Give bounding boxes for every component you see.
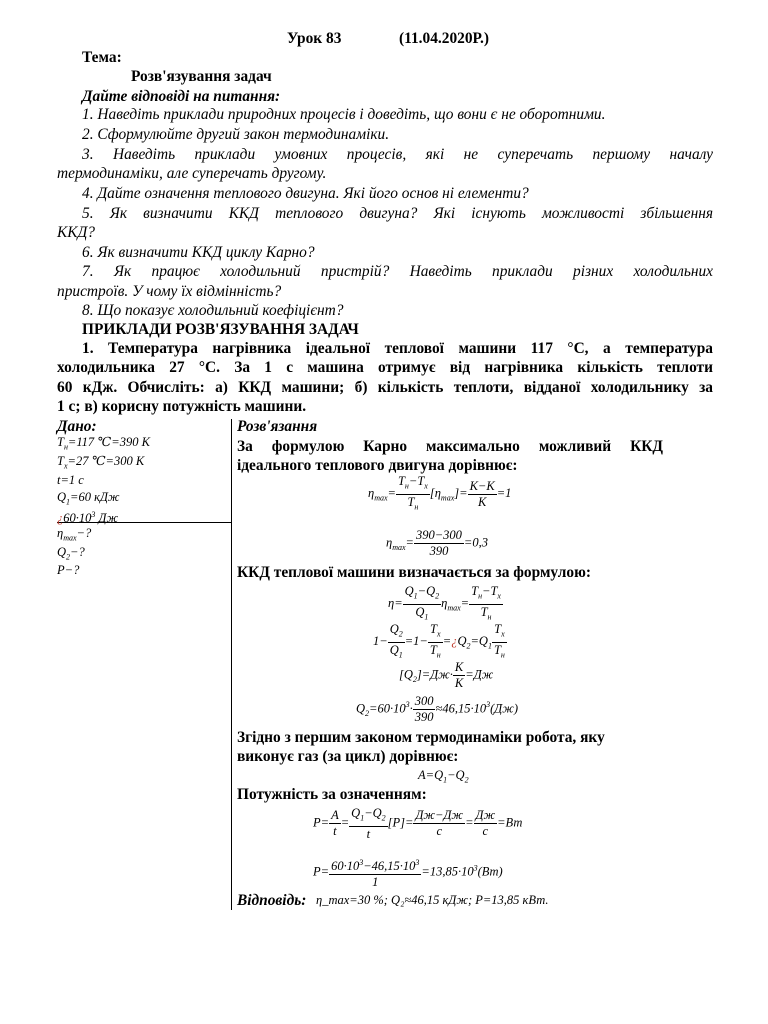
problem-line-2: холодильника 27 °С. За 1 с машина отримує від нагрівника кількість теплоти — [57, 359, 713, 376]
formula-units: $[Q_2]=Дж\cdot$ $\frac{K}{K}$ =Дж — [399, 660, 494, 690]
unknown-p: P−? — [57, 563, 80, 577]
problem-line-4: 1 с; в) корисну потужність машини. — [57, 398, 307, 415]
given-item: ¿$60\cdot 10^3$ Дж — [57, 510, 119, 526]
given-item: $T_х=27$ ℃=300 K — [57, 454, 145, 471]
lesson-number: Урок 83 — [287, 30, 342, 47]
question-8: 8. Що показує холодильний коефіцієнт? — [82, 302, 344, 319]
formula-work: $A=Q_1-Q_2$ — [418, 768, 469, 785]
formula-power-value: P= $\frac{60\cdot 10^3-46,15\cdot 10^3}{1}$ $=13,85\cdot 10^3(Вт)$ — [313, 858, 503, 890]
question-4: 4. Дайте означення теплового двигуна. Які його основ ні елементи? — [82, 185, 529, 202]
question-6: 6. Як визначити ККД циклу Карно? — [82, 244, 315, 261]
solution-text-2: ККД теплової машини визначається за формулою: — [237, 564, 591, 581]
question-5-line-2: ККД? — [57, 224, 95, 241]
topic-label: Тема: — [82, 49, 122, 66]
examples-heading: ПРИКЛАДИ РОЗВ'ЯЗУВАННЯ ЗАДАЧ — [82, 321, 359, 338]
problem-line-1: 1. Температура нагрівника ідеальної теплової машини 117 °С, а температура — [82, 340, 713, 357]
solution-text-3a: Згідно з першим законом термодинаміки робота, яку — [237, 729, 605, 746]
solution-text-3b: виконує газ (за цикл) дорівнює: — [237, 748, 459, 765]
question-2: 2. Сформулюйте другий закон термодинаміки. — [82, 126, 390, 143]
question-1: 1. Наведіть приклади природних процесів і доведіть, що вони є не оборотними. — [82, 106, 606, 123]
formula-carnot: $\eta_{max}=$ $\frac{T_н-T_х}{T_н}$ $[\eta_{max}]=$ $\frac{K-K}{K}$ =1 — [368, 474, 511, 514]
question-7-line-1: 7. Як працює холодильний пристрій? Наведіть приклади різних холодильних — [82, 263, 713, 280]
unknown-q2: $Q_2-$? — [57, 545, 85, 562]
question-7-line-2: пристроїв. У чому їх відмінність? — [57, 283, 282, 300]
given-item: t=1 c — [57, 473, 84, 487]
question-3-line-1: 3. Наведіть приклади умовних процесів, які не суперечать першому началу — [82, 146, 713, 163]
formula-carnot-value: $\eta_{max}=$ $\frac{390-300}{390}$ =0,3 — [386, 528, 488, 558]
questions-heading: Дайте відповіді на питання: — [82, 88, 281, 105]
solution-text-1a: За формулою Карно максимально можливий ККД — [237, 438, 663, 455]
answer-label: Відповідь: — [237, 892, 307, 909]
question-3-line-2: термодинаміки, але суперечать другому. — [57, 165, 327, 182]
solution-text-4: Потужність за означенням: — [237, 786, 427, 803]
formula-q2-derivation: 1− $\frac{Q_2}{Q_1}$ =1− $\frac{T_х}{T_н}$ $=¿Q_2=Q_1$ $\frac{T_х}{T_н}$ — [373, 622, 507, 662]
answer-value: η_max=30 %; Q₂≈46,15 кДж; P=13,85 кВт. — [316, 893, 549, 907]
given-item: $T_н=117$ ℃=390 K — [57, 435, 150, 452]
question-5-line-1: 5. Як визначити ККД теплового двигуна? Які існують можливості збільшення — [82, 205, 713, 222]
lesson-date: (11.04.2020Р.) — [399, 30, 489, 47]
unknown-eta: $\eta_{max}-$? — [57, 526, 92, 543]
topic-title: Розв'язування задач — [131, 68, 272, 85]
formula-efficiency: η= $\frac{Q_1-Q_2}{Q_1}$ $\eta_{max}=$ $\frac{T_н-T_х}{T_н}$ — [388, 584, 503, 624]
solution-label: Розв'язання — [237, 418, 318, 435]
table-divider — [231, 419, 232, 910]
solution-text-1b: ідеального теплового двигуна дорівнює: — [237, 457, 518, 474]
formula-power: P= $\frac{A}{t}$ = $\frac{Q_1-Q_2}{t}$ [P]= $\frac{Дж-Дж}{c}$ = $\frac{Дж}{c}$ =Вт — [313, 806, 523, 841]
given-label: Дано: — [57, 418, 97, 435]
formula-q2-value: $Q_2=60\cdot 10^3\cdot$ $\frac{300}{390}$ $\approx 46,15\cdot 10^3(Дж)$ — [356, 694, 518, 724]
given-item: $Q_1=60$ кДж — [57, 490, 120, 507]
problem-line-3: 60 кДж. Обчисліть: а) ККД машини; б) кількість теплоти, відданої холодильнику за — [57, 379, 713, 396]
